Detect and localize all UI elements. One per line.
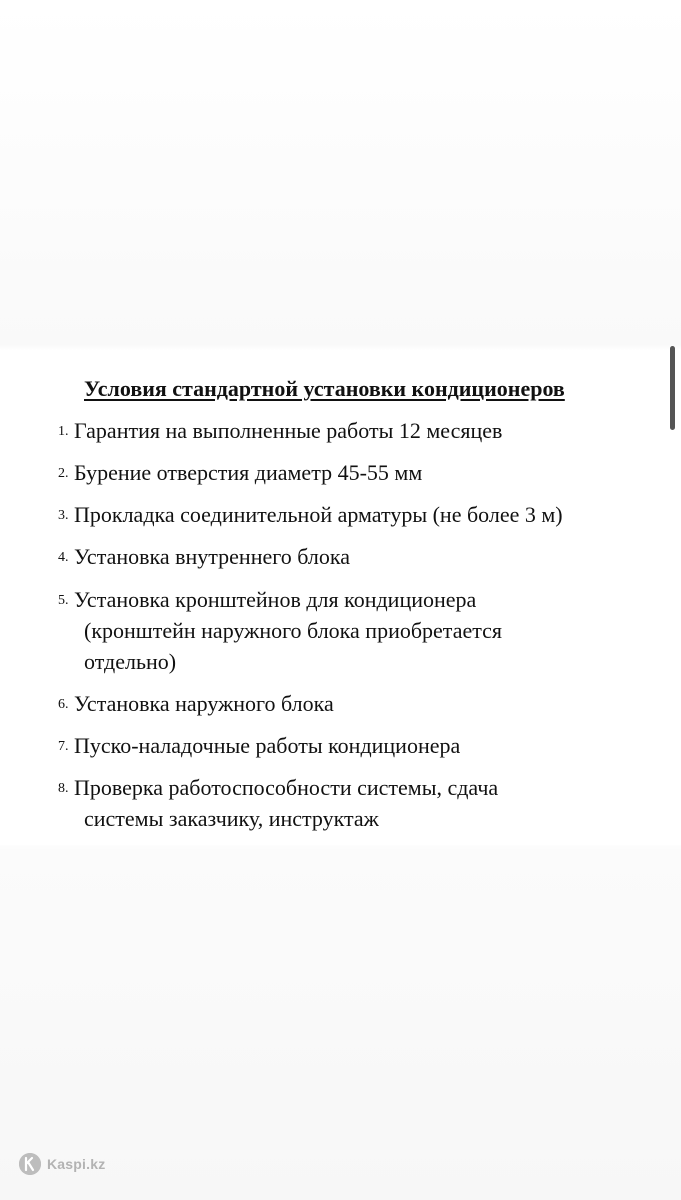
list-item [58,457,658,488]
item-text: Пуско-наладочные работы кондиционера [74,733,461,758]
list-item [58,772,658,834]
list-item [58,415,658,446]
item-number: 8. [58,781,69,796]
item-text-continuation: (кронштейн наружного блока приобретается [84,618,502,643]
item-number: 4. [58,550,69,565]
item-number: 7. [58,739,69,754]
item-text: Гарантия на выполненные работы 12 месяцев [74,418,503,443]
item-text: Бурение отверстия диаметр 45-55 мм [74,460,423,485]
item-number: 5. [58,593,69,608]
watermark-text: Kaspi.kz [47,1156,106,1172]
item-text: Прокладка соединительной арматуры (не более 3 м) [74,502,563,527]
scrollbar[interactable] [670,346,675,430]
document-title: Условия стандартной установки кондиционеров [84,376,565,401]
list-item [58,688,658,719]
list-item [58,499,658,530]
item-text: Проверка работоспособности системы, сдача [74,775,499,800]
item-text: Установка кронштейнов для кондиционера [74,587,477,612]
list-item [58,730,658,761]
kaspi-logo-icon [19,1153,41,1175]
item-text-continuation: системы заказчику, инструктаж [84,806,379,831]
item-text: Установка наружного блока [74,691,334,716]
list-item [58,541,658,572]
item-text-continuation: отдельно) [84,649,177,674]
item-number: 1. [58,424,69,439]
item-number: 3. [58,508,69,523]
item-text: Установка внутреннего блока [74,544,350,569]
item-number: 6. [58,697,69,712]
list-item [58,584,658,677]
watermark [19,1151,105,1177]
item-number: 2. [58,466,69,481]
